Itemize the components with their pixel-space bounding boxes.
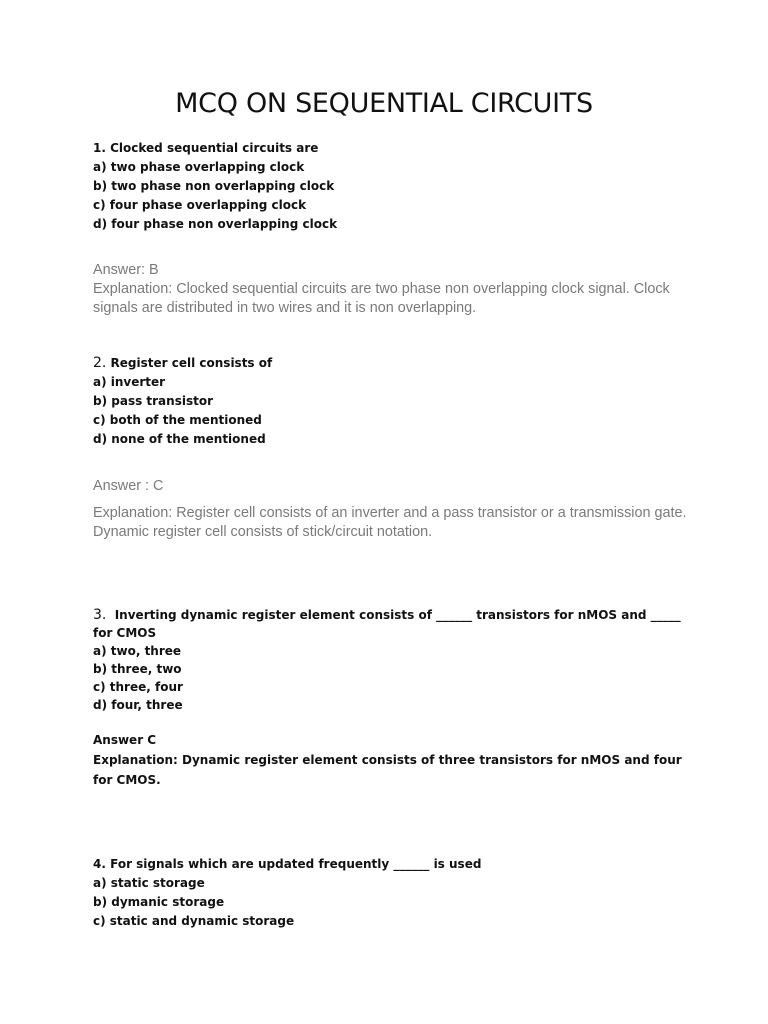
option-c: c) four phase overlapping clock	[93, 198, 307, 212]
option-b: b) two phase non overlapping clock	[93, 179, 335, 193]
question-1	[93, 139, 683, 234]
question-1-stem	[93, 139, 683, 158]
answer-1: Answer: B	[93, 262, 159, 278]
question-text: For signals which are updated frequently ______ is used	[110, 857, 482, 871]
question-2-stem	[93, 354, 683, 373]
option-b: b) dymanic storage	[93, 895, 225, 909]
option-c: c) both of the mentioned	[93, 413, 262, 427]
question-number: 4.	[93, 857, 106, 871]
option-a: a) two phase overlapping clock	[93, 160, 305, 174]
explanation-block-2	[93, 504, 693, 542]
page-title: MCQ ON SEQUENTIAL CIRCUITS	[175, 88, 593, 119]
option-d: d) none of the mentioned	[93, 432, 266, 446]
answer-block-2	[93, 477, 693, 496]
option-c: c) static and dynamic storage	[93, 914, 295, 928]
explanation-3: Explanation: Dynamic register element consists of three transistors for nMOS and four for CMOS.	[93, 753, 682, 787]
answer-block-1	[93, 261, 693, 318]
option-a: a) two, three	[93, 644, 182, 658]
question-text: Clocked sequential circuits are	[110, 141, 319, 155]
option-d: d) four phase non overlapping clock	[93, 217, 338, 231]
question-number: 3.	[93, 607, 107, 623]
option-b: b) pass transistor	[93, 394, 213, 408]
option-b: b) three, two	[93, 662, 182, 676]
question-3	[93, 606, 683, 714]
question-4-stem	[93, 855, 683, 874]
answer-block-3	[93, 730, 683, 790]
question-4	[93, 855, 683, 931]
option-c: c) three, four	[93, 680, 183, 694]
explanation-2: Explanation: Register cell consists of an inverter and a pass transistor or a transmission gate. Dynamic register cell consists of stick/circuit notation.	[93, 505, 687, 540]
answer-2: Answer : C	[93, 478, 164, 494]
option-a: a) inverter	[93, 375, 166, 389]
question-number: 1.	[93, 141, 106, 155]
option-d: d) four, three	[93, 698, 183, 712]
question-2	[93, 354, 683, 449]
question-text: Inverting dynamic register element consists of ______ transistors for nMOS and _____ for CMOS	[93, 608, 681, 640]
question-number: 2.	[93, 355, 107, 371]
question-3-stem	[93, 606, 683, 642]
explanation-1: Explanation: Clocked sequential circuits are two phase non overlapping clock signal. Clock signals are distributed in two wires and it is non overlapping.	[93, 281, 670, 316]
question-text: Register cell consists of	[110, 356, 273, 370]
answer-3: Answer C	[93, 733, 157, 747]
option-a: a) static storage	[93, 876, 205, 890]
